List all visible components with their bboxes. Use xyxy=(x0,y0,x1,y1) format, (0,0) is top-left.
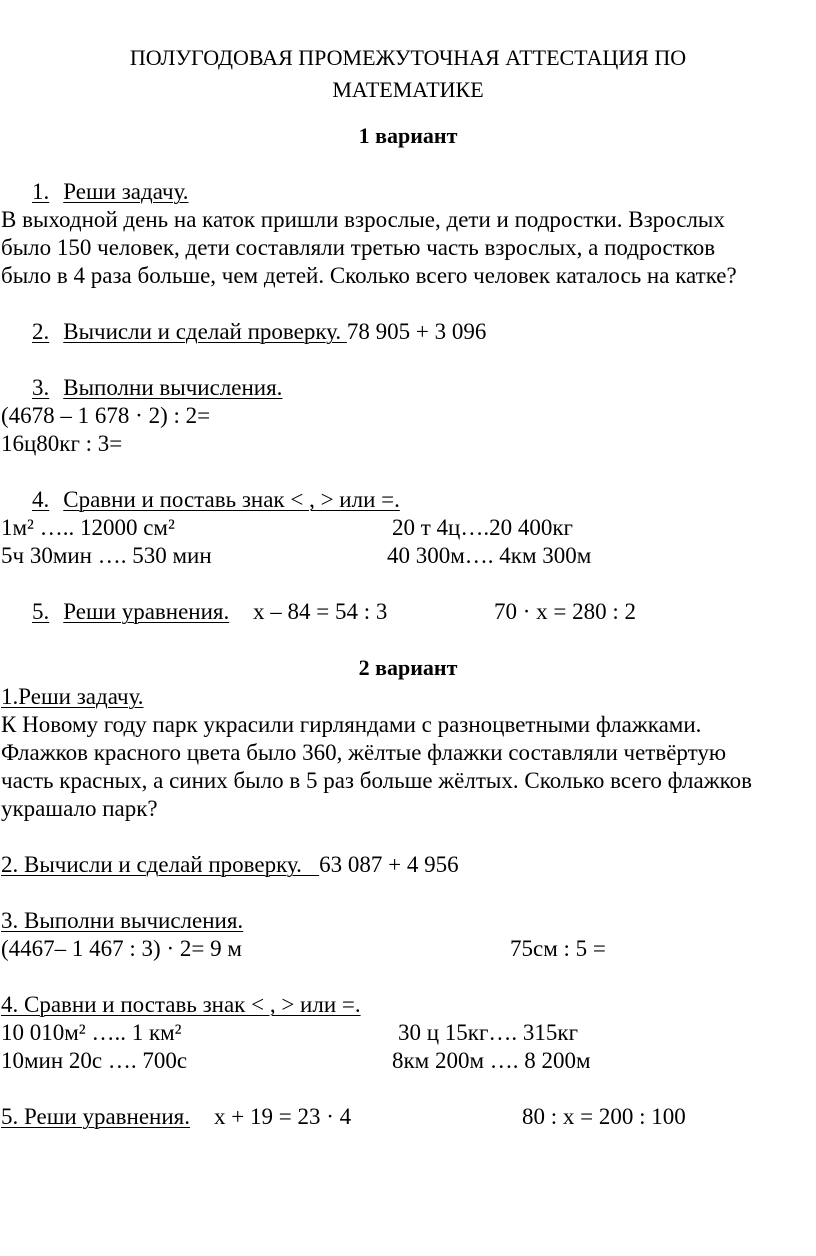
v2-task5-label: 5. Реши уравнения. xyxy=(1,1104,190,1129)
v1-task2-expression: 78 905 + 3 096 xyxy=(346,319,487,344)
variant-1-heading: 1 вариант xyxy=(358,123,458,148)
v2-task3-expression: (4467– 1 467 : 3) · 2= 9 м xyxy=(1,936,242,961)
v1-task2 xyxy=(32,318,486,346)
v2-task5-equation: х + 19 = 23 · 4 xyxy=(214,1104,352,1129)
v1-task2-label: Вычисли и сделай проверку. xyxy=(63,319,347,344)
v2-task2 xyxy=(1,851,459,879)
v1-task3-header xyxy=(32,374,282,402)
v2-task3-expression: 75см : 5 = xyxy=(510,936,606,961)
document-title-line-2: МАТЕМАТИКЕ xyxy=(332,77,484,102)
document-title-line-1: ПОЛУГОДОВАЯ ПРОМЕЖУТОЧНАЯ АТТЕСТАЦИЯ ПО xyxy=(129,45,687,70)
v2-task4-compare: 30 ц 15кг…. 315кг xyxy=(398,1020,579,1045)
v1-task4-number: 4. xyxy=(32,487,50,512)
v1-task5-equation: 70 · х = 280 : 2 xyxy=(494,599,637,624)
v1-task3-expression: 16ц80кг : 3= xyxy=(1,431,123,456)
v1-task2-number: 2. xyxy=(32,319,50,344)
variant-2-heading: 2 вариант xyxy=(358,655,458,680)
v2-task2-expression: 63 087 + 4 956 xyxy=(319,852,459,877)
v2-task1-text-line: К Новому году парк украсили гирляндами с разноцветными флажками. xyxy=(1,712,702,737)
v1-task4-compare: 5ч 30мин …. 530 мин xyxy=(1,543,212,568)
v2-task4-label: 4. Сравни и поставь знак < , > или =. xyxy=(1,992,361,1017)
v1-task4-label: Сравни и поставь знак < , > или =. xyxy=(63,487,400,512)
v1-task1-text-line: было 150 человек, дети составляли третью часть взрослых, а подростков xyxy=(1,235,716,260)
v1-task4-header xyxy=(32,486,400,514)
v1-task3-label: Выполни вычисления. xyxy=(63,375,283,400)
v2-task3-label: 3. Выполни вычисления. xyxy=(1,908,244,933)
v2-task5-equation: 80 : х = 200 : 100 xyxy=(522,1104,686,1129)
v1-task4-compare: 1м² ….. 12000 см² xyxy=(1,515,175,540)
v1-task5-label: Реши уравнения. xyxy=(63,599,230,624)
v1-task1-label: Реши задачу. xyxy=(63,179,189,204)
v1-task1-number: 1. xyxy=(32,179,50,204)
v2-task1-text-line: украшало парк? xyxy=(1,796,158,821)
v1-task3-expression: (4678 – 1 678 · 2) : 2= xyxy=(1,403,211,428)
v2-task1-label: 1.Реши задачу. xyxy=(1,684,144,709)
v1-task1-text-line: было в 4 раза больше, чем детей. Сколько всего человек каталось на катке? xyxy=(1,263,737,288)
v1-task4-compare: 20 т 4ц….20 400кг xyxy=(392,515,573,540)
v2-task1-text-line: часть красных, а синих было в 5 раз больше жёлтых. Сколько всего флажков xyxy=(1,768,752,793)
v1-task3-number: 3. xyxy=(32,375,50,400)
v1-task1-header xyxy=(32,178,189,206)
v1-task5-number: 5. xyxy=(32,599,50,624)
v1-task5-equation: х – 84 = 54 : 3 xyxy=(253,599,388,624)
v2-task2-label: 2. Вычисли и сделай проверку. xyxy=(1,852,320,877)
v2-task1-text-line: Флажков красного цвета было 360, жёлтые флажки составляли четвёртую xyxy=(1,740,727,765)
v2-task4-compare: 10мин 20с …. 700с xyxy=(1,1048,188,1073)
v2-task4-compare: 8км 200м …. 8 200м xyxy=(392,1048,591,1073)
v2-task4-compare: 10 010м² ….. 1 км² xyxy=(1,1020,182,1045)
v1-task4-compare: 40 300м…. 4км 300м xyxy=(387,543,592,568)
v1-task1-text-line: В выходной день на каток пришли взрослые, дети и подростки. Взрослых xyxy=(1,207,725,232)
v1-task5-header xyxy=(32,598,229,626)
